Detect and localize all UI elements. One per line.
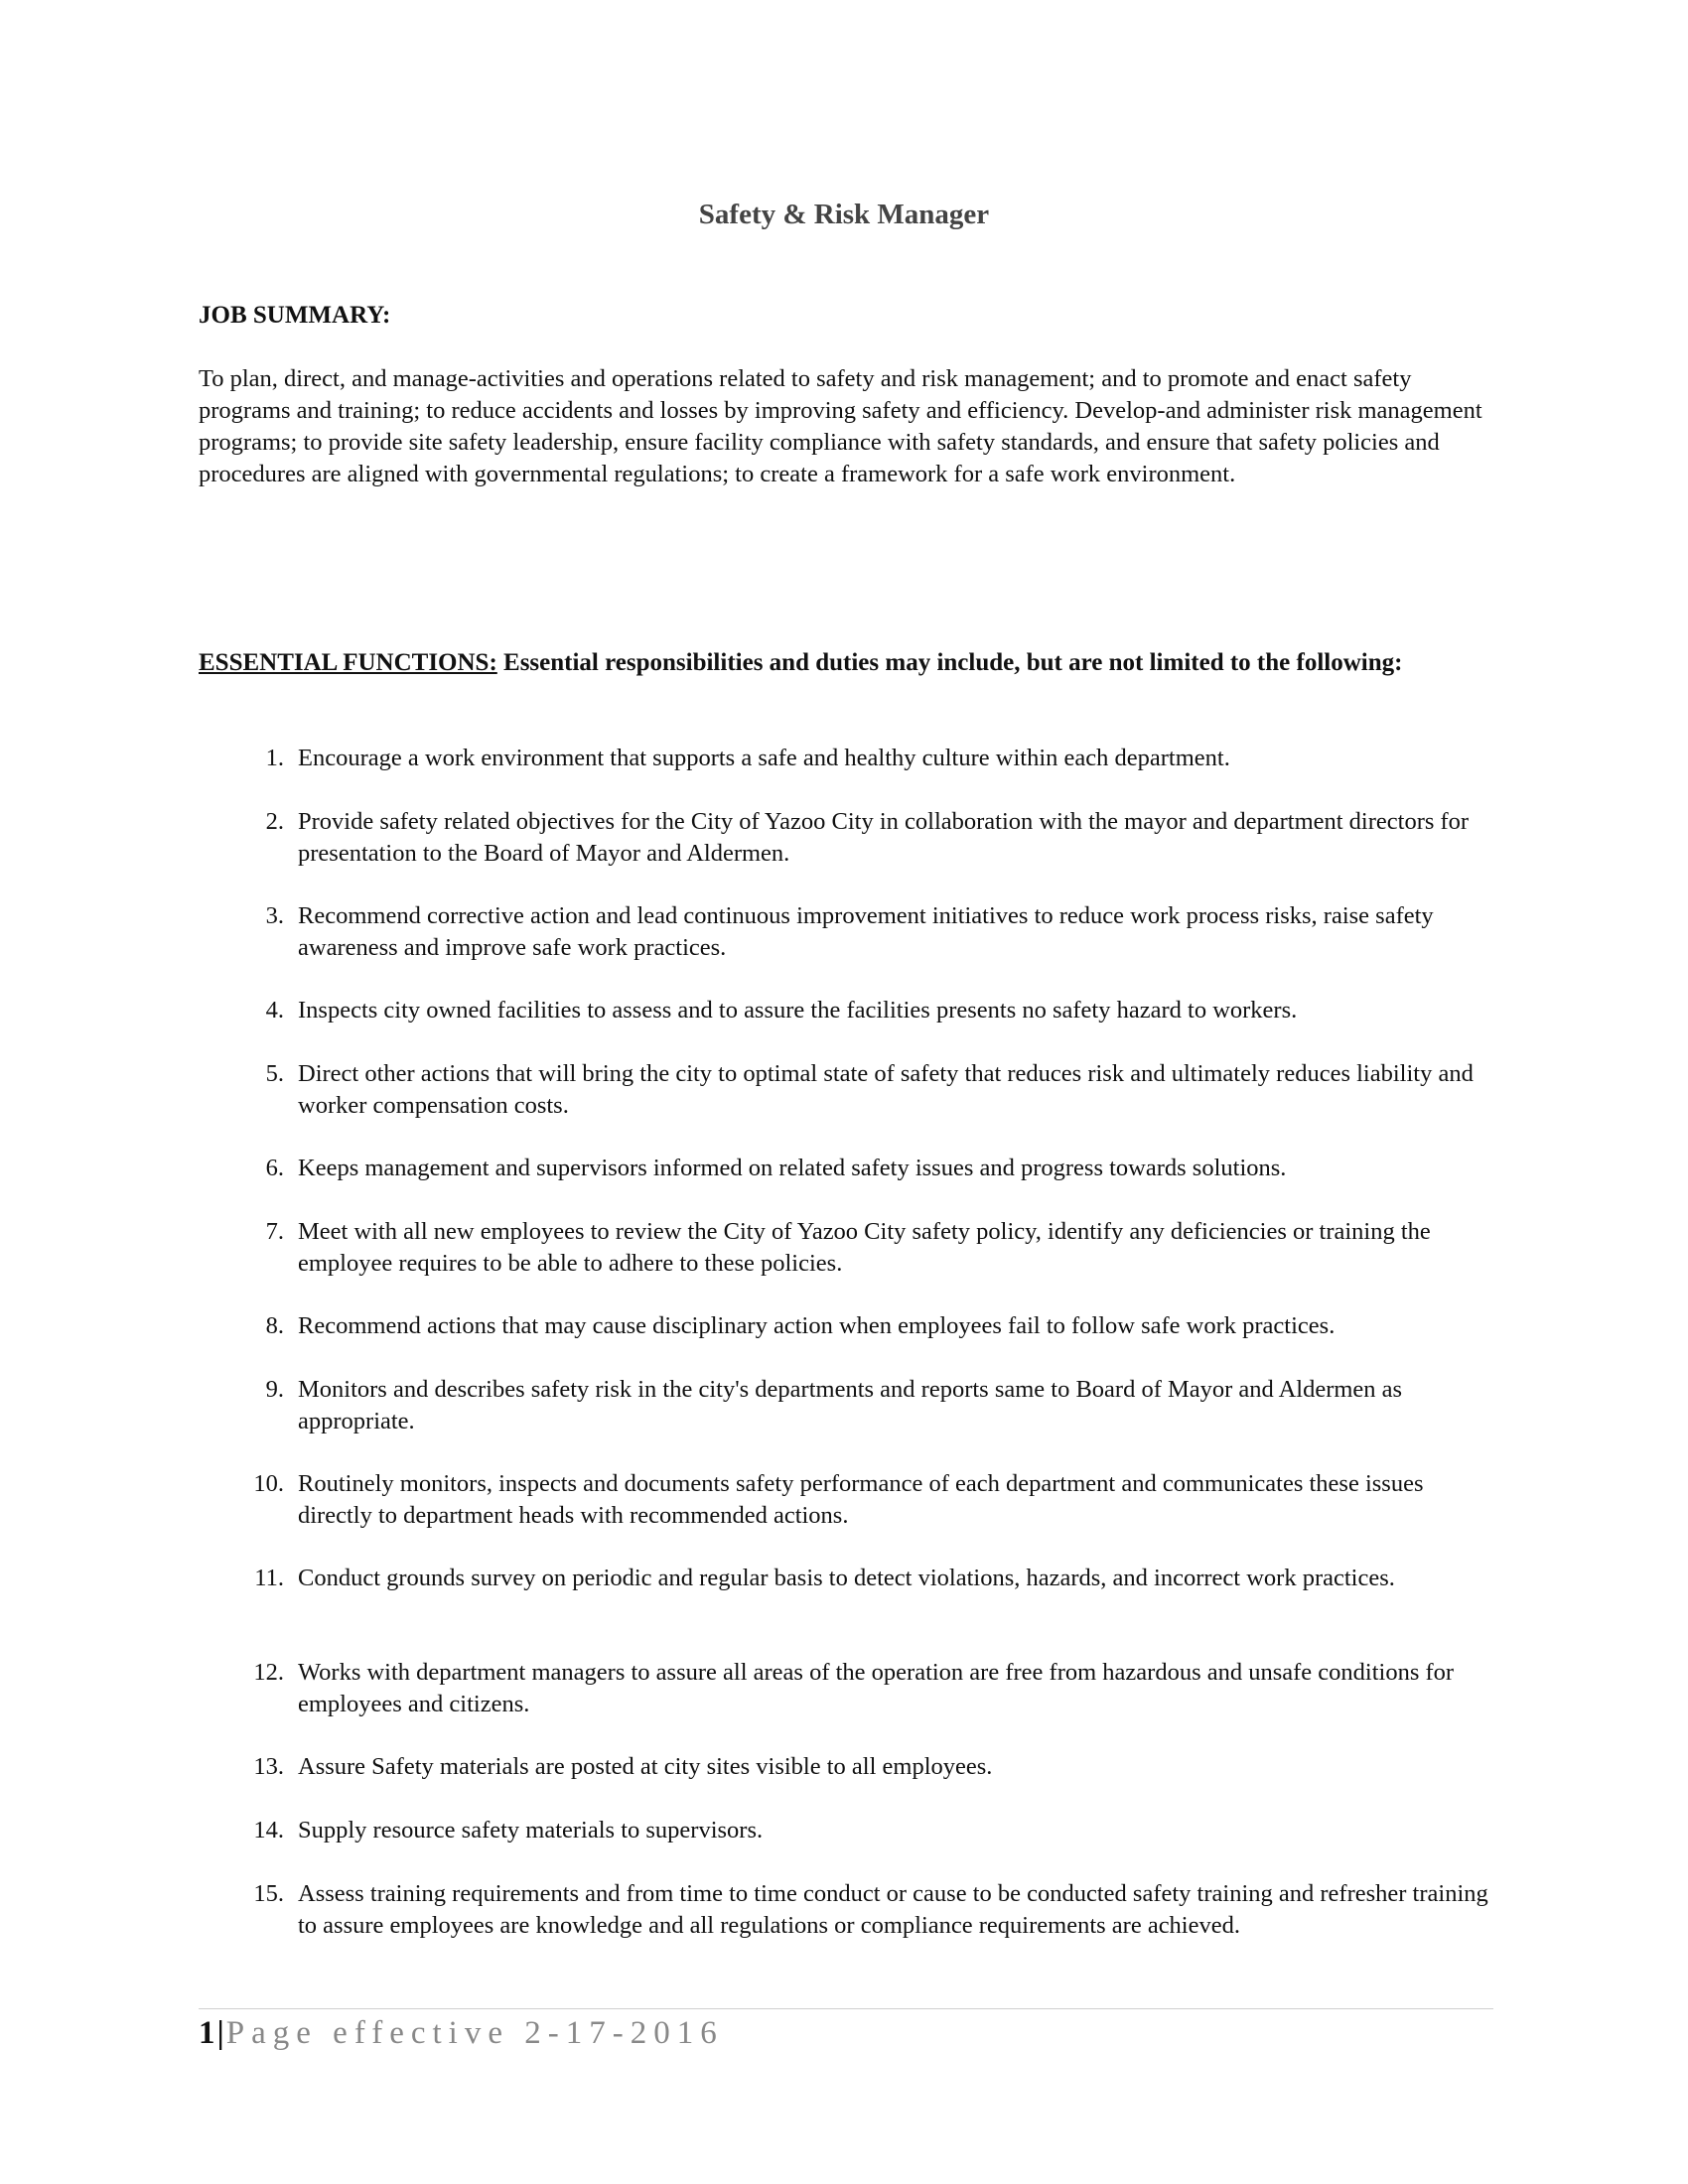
footer-divider: [199, 2008, 1493, 2009]
page-title: Safety & Risk Manager: [698, 199, 990, 230]
list-item: 2. Provide safety related objectives for the City of Yazoo City in collaboration with the mayor and department directors for presentation to the Board of Mayor and Aldermen.: [265, 808, 1470, 867]
job-summary-heading: JOB SUMMARY:: [199, 302, 391, 329]
list-item: 12. Works with department managers to assure all areas of the operation are free from hazardous and unsafe conditions for employees and citizens.: [253, 1659, 1455, 1717]
page-footer: [199, 2015, 724, 2052]
footer-separator: |: [216, 2015, 226, 2051]
list-item: 13. Assure Safety materials are posted at city sites visible to all employees.: [253, 1753, 993, 1780]
list-item: 7. Meet with all new employees to review the City of Yazoo City safety policy, identify any deficiencies or training the employee requires to be able to adhere to these policies.: [265, 1218, 1431, 1277]
list-item: 3. Recommend corrective action and lead continuous improvement initiatives to reduce work process risks, raise safety awareness and improve safe work practices.: [265, 902, 1434, 961]
list-item: 5. Direct other actions that will bring the city to optimal state of safety that reduces risk and ultimately reduces liability and worker compensation costs.: [265, 1060, 1474, 1119]
essential-functions-intro: Essential responsibilities and duties may include, but are not limited to the following:: [496, 649, 1403, 676]
list-item: 11. Conduct grounds survey on periodic and regular basis to detect violations, hazards, and incorrect work practices.: [254, 1565, 1395, 1591]
list-item: 1. Encourage a work environment that supports a safe and healthy culture within each department.: [265, 745, 1230, 771]
job-summary-text: To plan, direct, and manage-activities and operations related to safety and risk management; and to promote and enact safety programs and training; to reduce accidents and losses by improving safety and efficiency. Develop-and administer risk management programs; to provide site safety leadership, ensure facility compliance with safety standards, and ensure that safety policies and procedures are aligned with governmental regulations; to create a framework for a safe work environment.: [199, 365, 1482, 487]
list-item: 10. Routinely monitors, inspects and documents safety performance of each department and communicates these issues directly to department heads with recommended actions.: [253, 1470, 1424, 1529]
list-item: 8. Recommend actions that may cause disciplinary action when employees fail to follow safe work practices.: [265, 1312, 1336, 1339]
page-number: 1: [199, 2015, 217, 2051]
list-item: 14. Supply resource safety materials to supervisors.: [253, 1817, 764, 1843]
footer-label: Page effective 2-17-2016: [225, 2015, 724, 2051]
list-item: 6. Keeps management and supervisors informed on related safety issues and progress towards solutions.: [265, 1155, 1287, 1181]
list-item: 9. Monitors and describes safety risk in the city's departments and reports same to Board of Mayor and Aldermen as appropriate.: [265, 1376, 1403, 1434]
essential-functions-label: ESSENTIAL FUNCTIONS:: [199, 649, 497, 676]
list-item: 4. Inspects city owned facilities to assess and to assure the facilities presents no safety hazard to workers.: [265, 997, 1298, 1024]
list-item: 15. Assess training requirements and from time to time conduct or cause to be conducted safety training and refresher training to assure employees are knowledge and all regulations or compliance requirements are achieved.: [253, 1880, 1488, 1939]
